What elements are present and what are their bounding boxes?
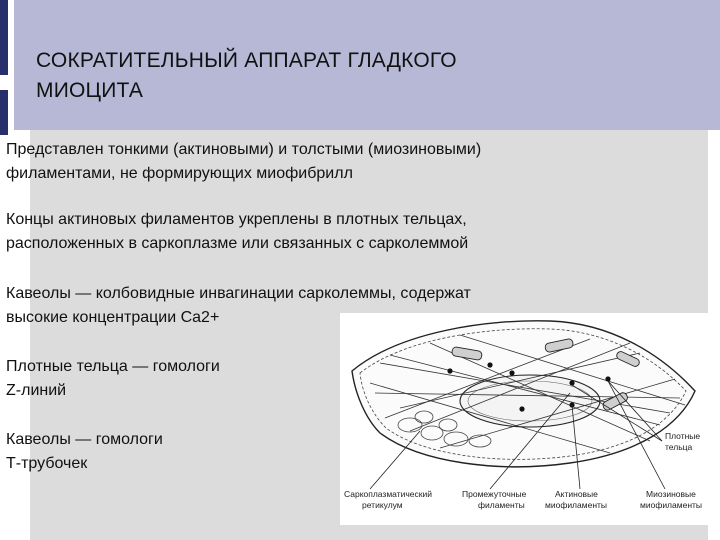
accent-strip-bottom [0, 90, 8, 135]
caption-intermediate-2: филаменты [478, 500, 525, 510]
paragraph-line: Представлен тонкими (актиновыми) и толстыми (миозиновыми) [6, 141, 482, 158]
caption-dense-2: тельца [665, 442, 693, 452]
paragraph-line: расположенных в саркоплазме или связанных с сарколеммой [6, 235, 469, 252]
paragraph-line: Кавеолы — гомологи [6, 431, 163, 448]
caption-dense-1: Плотные [665, 431, 701, 441]
paragraph-line: Плотные тельца — гомологи [6, 358, 220, 375]
slide-title [36, 46, 696, 106]
caption-myosin-2: миофиламенты [640, 500, 703, 510]
caption-actin-2: миофиламенты [545, 500, 608, 510]
paragraph-line: Т-трубочек [6, 455, 88, 472]
paragraph-line: Z-линий [6, 382, 67, 399]
paragraph-line: высокие концентрации Ca2+ [6, 309, 220, 326]
paragraph-filaments [6, 138, 670, 186]
paragraph-line: Кавеолы — колбовидные инвагинации сарколеммы, содержат [6, 285, 471, 302]
myocyte-diagram [340, 313, 710, 525]
paragraph-caveolae-homolog [6, 428, 306, 476]
slide-title-line-1: СОКРАТИТЕЛЬНЫЙ АППАРАТ ГЛАДКОГО [36, 49, 457, 72]
caption-sr-1: Саркоплазматический [344, 489, 432, 499]
myocyte-diagram-svg [340, 313, 710, 525]
caption-sr-2: ретикулум [362, 500, 403, 510]
paragraph-dense-bodies [6, 355, 306, 403]
accent-strip-top [0, 0, 8, 75]
caption-myosin-1: Миозиновые [646, 489, 696, 499]
paragraph-line: Концы актиновых филаментов укреплены в плотных тельцах, [6, 211, 467, 228]
paragraph-actin-ends [6, 208, 670, 256]
slide-header [14, 0, 720, 130]
caption-intermediate-1: Промежуточные [462, 489, 527, 499]
caption-actin-1: Актиновые [555, 489, 598, 499]
slide-title-line-2: МИОЦИТА [36, 79, 144, 102]
paragraph-line: филаментами, не формирующих миофибрилл [6, 165, 353, 182]
